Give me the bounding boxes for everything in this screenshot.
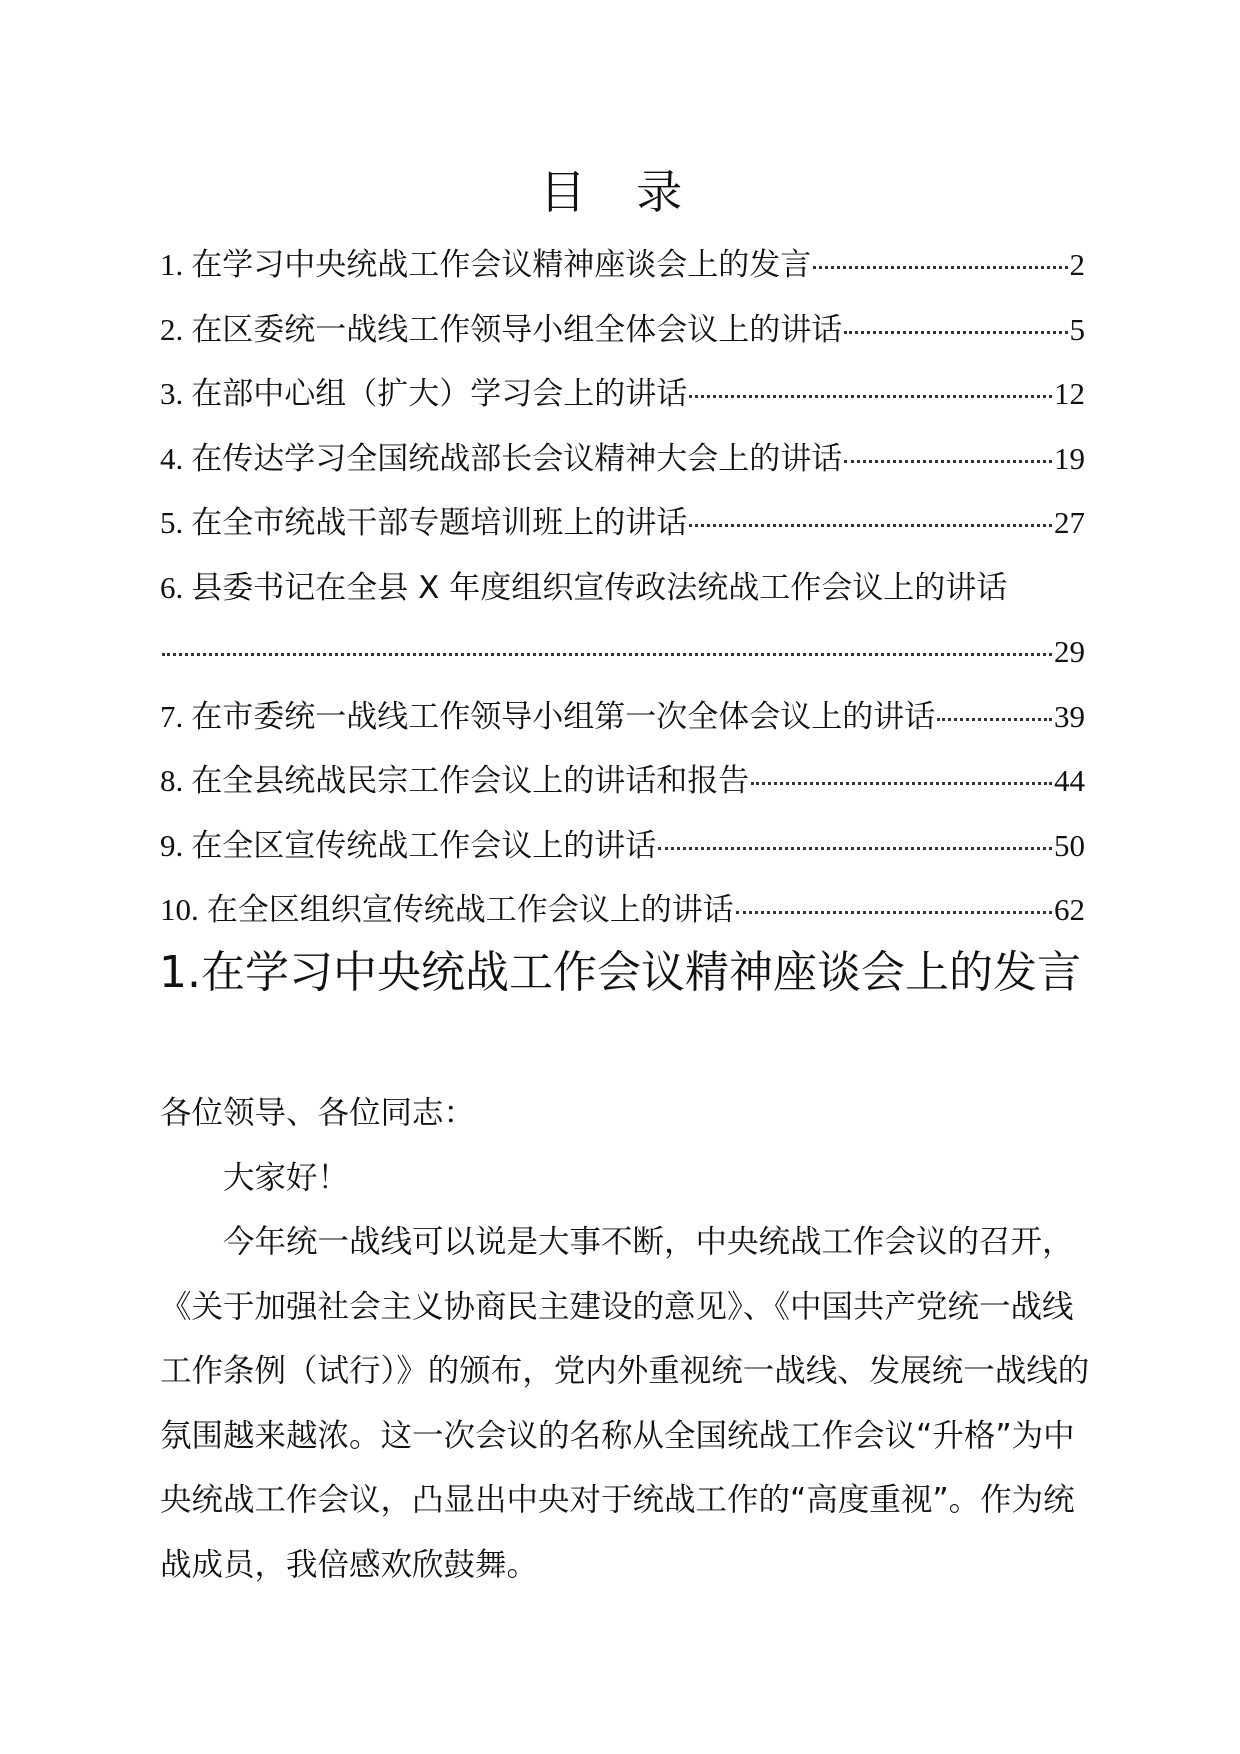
- body-paragraph: 今年统一战线可以说是大事不断，中央统战工作会议的召开，《关于加强社会主义协商民主建设的意见》、《中国共产党统一战线工作条例（试行）》的颁布，党内外重视统一战线、发展统一战线的氛围越来越浓。这一次会议的名称从全国统战工作会议“升格”为中央统战工作会议，凸显出中央对于统战工作的“高度重视”。作为统战成员，我倍感欢欣鼓舞。: [160, 1224, 1090, 1583]
- toc-entry[interactable]: [160, 749, 1085, 814]
- toc-entry[interactable]: [160, 491, 1085, 556]
- toc-entry-page: 44: [1054, 763, 1085, 798]
- toc-entry[interactable]: [160, 427, 1085, 492]
- toc-entry[interactable]: [160, 814, 1085, 879]
- toc-title: 目 录: [539, 165, 701, 219]
- table-of-contents: [160, 233, 1085, 943]
- toc-entry-number: 5.: [160, 505, 184, 540]
- toc-entry-number: 7.: [160, 698, 184, 734]
- toc-entry-number: 1.: [160, 247, 184, 282]
- toc-entry-page: 5: [1069, 311, 1085, 347]
- toc-leader-dots: [736, 911, 1052, 914]
- toc-entry-number: 8.: [160, 763, 184, 798]
- toc-entry-title: 县委书记在全县 X 年度组织宣传政法统战工作会议上的讲话: [191, 569, 1008, 606]
- article-title: 1.在学习中央统战工作会议精神座谈会上的发言: [159, 947, 1081, 998]
- toc-entry-page: 19: [1054, 440, 1085, 476]
- toc-leader-dots: [844, 460, 1052, 463]
- toc-entry[interactable]: [160, 878, 1085, 943]
- toc-entry-title: 在全区宣传统战工作会议上的讲话: [191, 827, 657, 864]
- toc-entry-title: 在全县统战民宗工作会议上的讲话和报告: [191, 763, 750, 799]
- toc-leader-dots: [751, 782, 1052, 785]
- toc-leader-dots: [813, 266, 1067, 269]
- toc-entry-page: 27: [1054, 505, 1085, 540]
- toc-entry-title: 在传达学习全国统战部长会议精神大会上的讲话: [191, 440, 843, 477]
- toc-entry[interactable]: [160, 298, 1085, 363]
- toc-entry[interactable]: [160, 685, 1085, 750]
- toc-entry-title: 在全市统战干部专题培训班上的讲话: [191, 505, 688, 541]
- toc-entry[interactable]: [160, 233, 1085, 298]
- toc-entry-page: 39: [1054, 698, 1085, 734]
- toc-entry-page: 50: [1054, 827, 1085, 863]
- toc-leader-dots: [689, 524, 1052, 527]
- toc-entry-page: 2: [1069, 247, 1085, 282]
- article-body: [160, 1081, 1090, 1597]
- toc-entry-title: 在市委统一战线工作领导小组第一次全体会议上的讲话: [191, 698, 936, 735]
- greeting: 大家好！: [223, 1159, 350, 1196]
- toc-entry-page: 12: [1054, 376, 1085, 411]
- toc-leader-dots: [844, 331, 1067, 334]
- toc-entry-title: 在区委统一战线工作领导小组全体会议上的讲话: [191, 311, 843, 348]
- toc-leader-dots: [658, 847, 1052, 850]
- toc-entry-continuation[interactable]: [160, 620, 1085, 685]
- toc-entry-title: 在全区组织宣传统战工作会议上的讲话: [206, 892, 734, 928]
- toc-leader-dots: [689, 395, 1052, 398]
- toc-leader-dots: [937, 718, 1052, 721]
- toc-entry-number: 2.: [160, 311, 184, 347]
- toc-entry-number: 4.: [160, 440, 184, 476]
- toc-entry-page: 62: [1054, 892, 1085, 927]
- salutation: 各位领导、各位同志：: [160, 1095, 476, 1131]
- toc-entry-number: 3.: [160, 376, 184, 411]
- toc-entry-number: 6.: [160, 569, 184, 605]
- toc-entry-number: 9.: [160, 827, 184, 863]
- toc-entry-page: 29: [1054, 634, 1085, 669]
- toc-entry[interactable]: [160, 556, 1085, 621]
- toc-entry-title: 在学习中央统战工作会议精神座谈会上的发言: [191, 247, 812, 283]
- toc-entry-number: 10.: [160, 892, 199, 927]
- toc-entry-title: 在部中心组（扩大）学习会上的讲话: [191, 376, 688, 412]
- toc-entry[interactable]: [160, 362, 1085, 427]
- toc-leader-dots: [162, 653, 1052, 656]
